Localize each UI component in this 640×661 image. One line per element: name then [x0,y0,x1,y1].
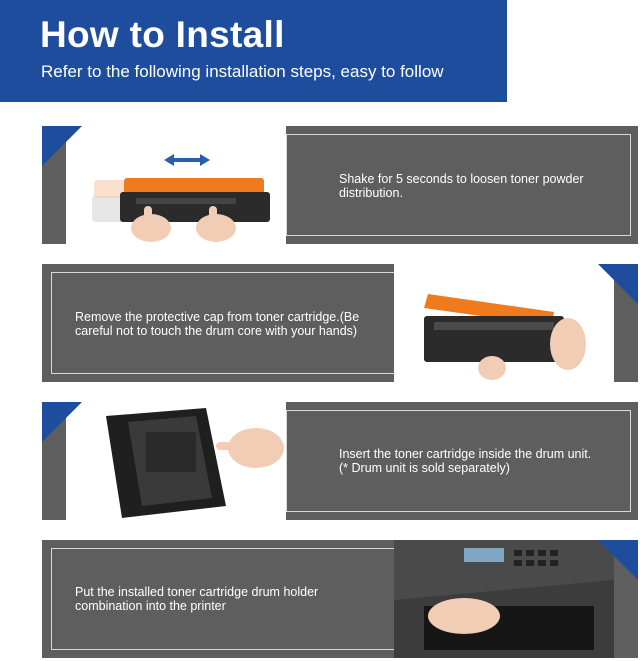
corner-accent-icon [598,264,638,304]
step-3-text: Insert the toner cartridge inside the drum unit. (* Drum unit is sold separately) [339,447,592,475]
step-2-panel [42,264,638,382]
step-3-image [66,402,286,520]
step-2-text: Remove the protective cap from toner cartridge.(Be careful not to touch the drum core with your hands) [75,310,360,338]
step-1-text: Shake for 5 seconds to loosen toner powder distribution. [339,172,584,200]
step-1-panel [42,126,638,244]
step-1-image [66,126,286,244]
corner-accent-icon [42,126,82,166]
step-3-panel [42,402,638,520]
corner-accent-icon [598,540,638,580]
step-4-text: Put the installed toner cartridge drum holder combination into the printer [75,585,319,613]
step-2-image [394,264,614,382]
corner-accent-icon [42,402,82,442]
step-4-panel [42,540,638,658]
page-title: How to Install [40,14,285,55]
step-4-image [394,540,614,658]
header-banner [0,0,507,102]
page-subtitle: Refer to the following installation steps, easy to follow [41,62,444,81]
